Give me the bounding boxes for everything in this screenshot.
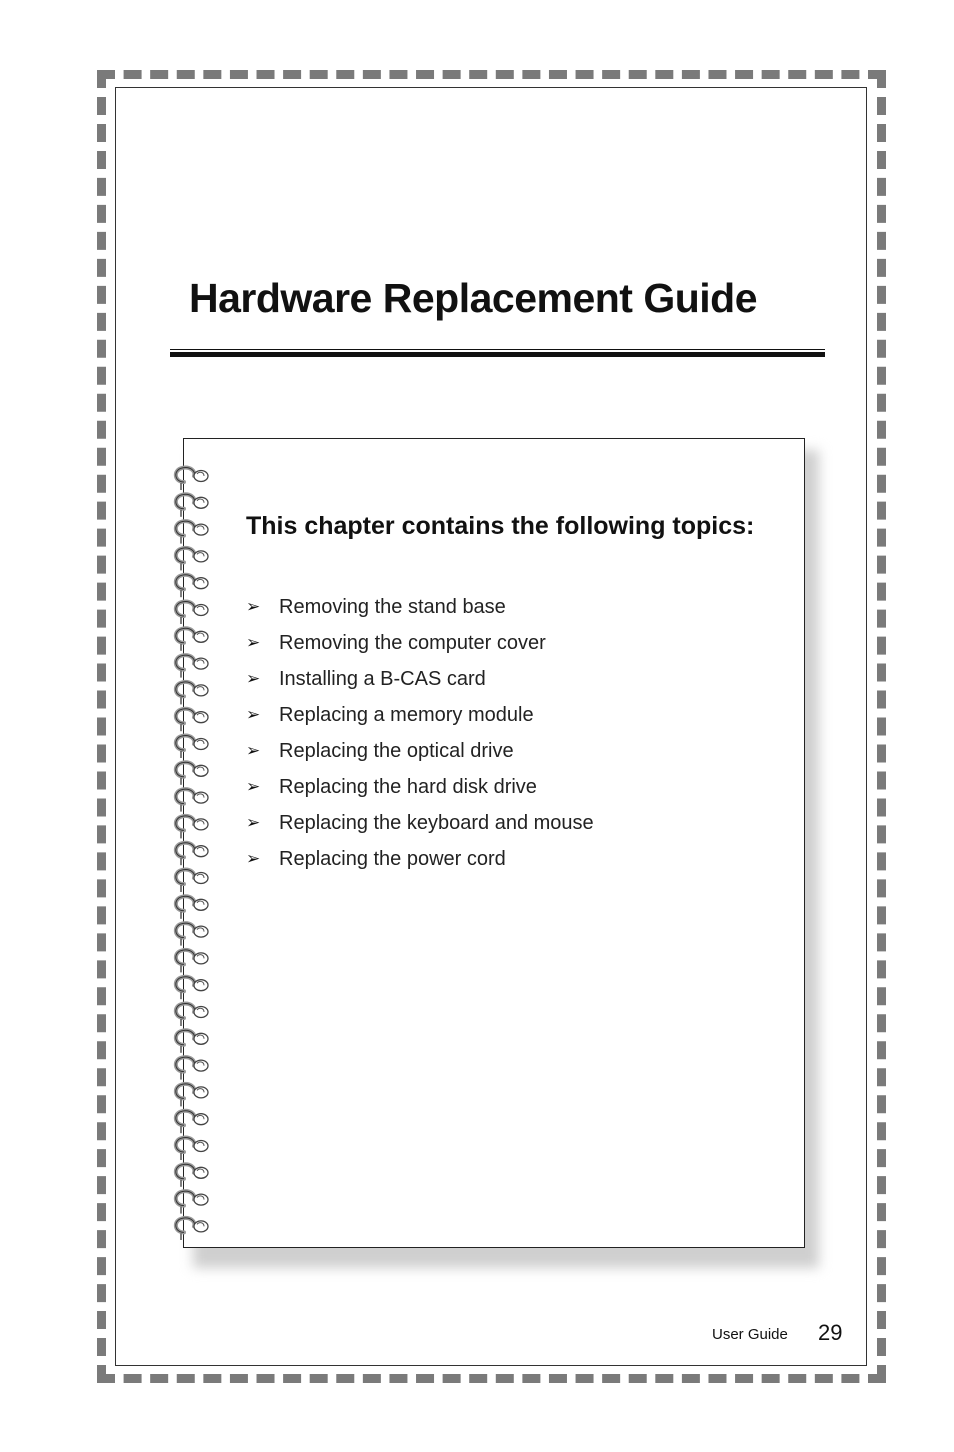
spiral-ring xyxy=(176,1191,208,1213)
arrow-bullet-icon: ➢ xyxy=(246,597,261,616)
arrow-bullet-icon: ➢ xyxy=(246,777,261,796)
spiral-ring xyxy=(176,494,208,516)
chapter-topics-heading: This chapter contains the following topics: xyxy=(246,512,755,540)
spiral-ring xyxy=(176,521,208,543)
footer-label: User Guide xyxy=(712,1326,788,1343)
spiral-ring xyxy=(176,548,208,570)
title-rule-thick xyxy=(170,352,825,357)
spiral-ring xyxy=(176,1111,208,1133)
spiral-ring xyxy=(176,602,208,624)
arrow-bullet-icon: ➢ xyxy=(246,741,261,760)
spiral-ring xyxy=(176,843,208,865)
list-item: ➢ Replacing the keyboard and mouse xyxy=(246,806,594,842)
spiral-ring xyxy=(176,736,208,758)
spiral-ring xyxy=(176,709,208,731)
list-item: ➢ Removing the computer cover xyxy=(246,626,594,662)
spiral-binding-icon xyxy=(170,458,214,1240)
spiral-ring xyxy=(176,628,208,650)
arrow-bullet-icon: ➢ xyxy=(246,813,261,832)
list-item: ➢ Replacing a memory module xyxy=(246,698,594,734)
list-item: ➢ Installing a B-CAS card xyxy=(246,662,594,698)
spiral-ring xyxy=(176,816,208,838)
spiral-ring xyxy=(176,575,208,597)
spiral-ring xyxy=(176,1138,208,1160)
spiral-ring xyxy=(176,870,208,892)
arrow-bullet-icon: ➢ xyxy=(246,849,261,868)
list-item: ➢ Removing the stand base xyxy=(246,590,594,626)
spiral-ring xyxy=(176,896,208,918)
spiral-ring xyxy=(176,950,208,972)
list-item: ➢ Replacing the power cord xyxy=(246,842,594,878)
spiral-ring xyxy=(176,789,208,811)
spiral-ring xyxy=(176,682,208,704)
spiral-ring xyxy=(176,762,208,784)
spiral-ring xyxy=(176,923,208,945)
spiral-ring xyxy=(176,1084,208,1106)
spiral-ring xyxy=(176,1057,208,1079)
spiral-ring xyxy=(176,1164,208,1186)
spiral-ring xyxy=(176,655,208,677)
spiral-ring xyxy=(176,1030,208,1052)
arrow-bullet-icon: ➢ xyxy=(246,705,261,724)
page-number: 29 xyxy=(818,1320,843,1345)
topics-list xyxy=(246,590,594,878)
spiral-ring xyxy=(176,1218,208,1240)
spiral-ring xyxy=(176,468,208,490)
spiral-ring xyxy=(176,977,208,999)
spiral-ring xyxy=(176,1004,208,1026)
list-item: ➢ Replacing the optical drive xyxy=(246,734,594,770)
arrow-bullet-icon: ➢ xyxy=(246,669,261,688)
arrow-bullet-icon: ➢ xyxy=(246,633,261,652)
title-rule-thin xyxy=(170,349,825,350)
page-title: Hardware Replacement Guide xyxy=(189,275,758,321)
list-item: ➢ Replacing the hard disk drive xyxy=(246,770,594,806)
